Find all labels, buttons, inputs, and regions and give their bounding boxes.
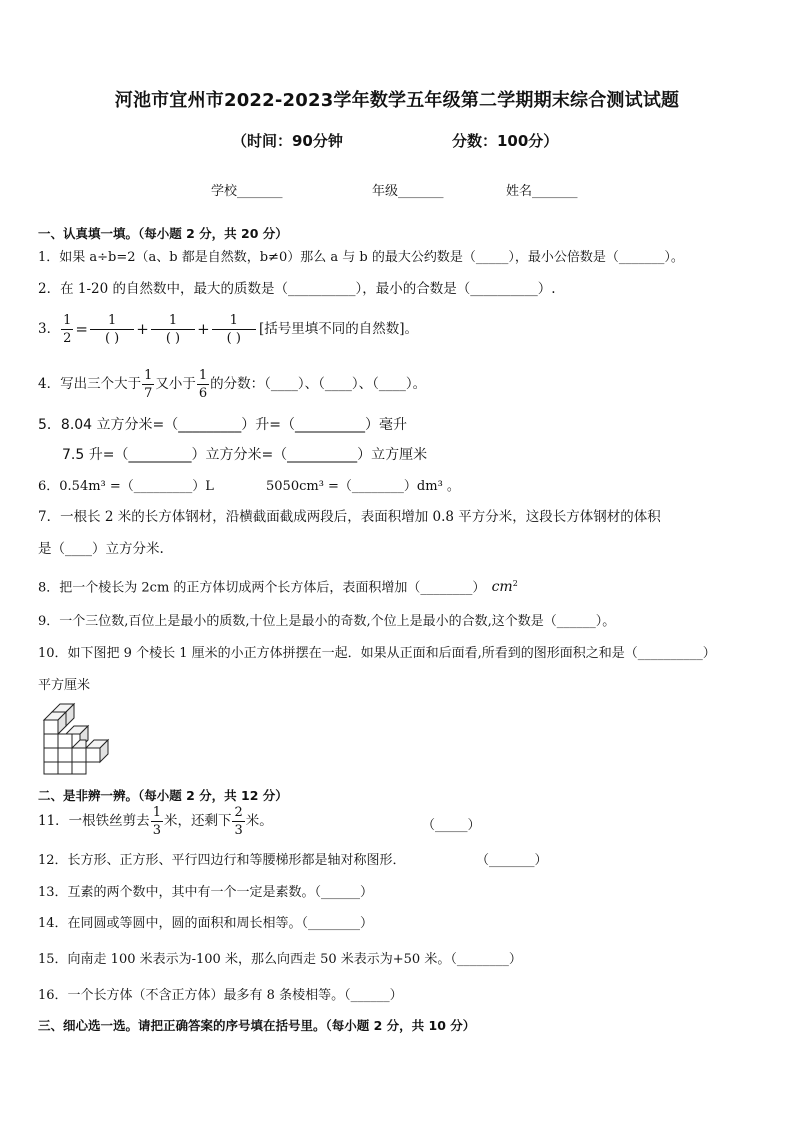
question-7-line-2: 是（____）立方分米.	[38, 541, 164, 557]
q11-fraction-1	[151, 806, 163, 837]
q4-fraction-1	[142, 369, 154, 400]
section-3-heading: 三、细心选一选。请把正确答案的序号填在括号里。（每小题 2 分，共 10 分）	[38, 1018, 476, 1033]
exam-time: （时间：90分钟	[232, 132, 343, 150]
exam-score: 分数：100分）	[452, 132, 559, 150]
q3-fraction-2	[151, 314, 195, 345]
name-field: 姓名_______	[506, 184, 578, 199]
q4-text-b: 又小于	[155, 375, 196, 392]
q3-f2-denominator: ( )	[165, 331, 181, 346]
school-field: 学校_______	[211, 184, 283, 199]
section-2-heading: 二、是非辨一辨。（每小题 2 分，共 12 分）	[38, 788, 288, 803]
q8-text: 8．把一个棱长为 2cm 的正方体切成两个长方体后，表面积增加（________）	[38, 580, 486, 596]
q3-f1-denominator: ( )	[104, 331, 120, 346]
q3-f1-numerator: 1	[90, 314, 134, 330]
question-8	[38, 580, 518, 594]
q3-prefix: 3．	[38, 320, 61, 337]
q3-lhs-numerator: 1	[63, 313, 72, 328]
q3-plus-1: +	[136, 320, 149, 338]
section-1-heading: 一、认真填一填。（每小题 2 分，共 20 分）	[38, 226, 288, 241]
q11-f2-numerator: 2	[234, 805, 243, 820]
q8-unit-exponent: 2	[512, 579, 518, 588]
q11-text-a: 11．一根铁丝剪去	[38, 812, 150, 829]
page-title: 河池市宜州市2022-2023学年数学五年级第二学期期末综合测试试题	[114, 90, 680, 111]
question-6-part-a: 6．0.54m³ =（_________）L	[38, 479, 214, 494]
question-3	[38, 314, 418, 345]
question-12: 12．长方形、正方形、平行四边行和等腰梯形都是轴对称图形．	[38, 853, 406, 868]
q3-plus-2: +	[197, 320, 210, 338]
q4-text-c: 的分数：（____）、（____）、（____）。	[210, 375, 427, 392]
q4-text-a: 4．写出三个大于	[38, 375, 142, 392]
q3-suffix: [括号里填不同的自然数]。	[258, 320, 418, 337]
question-14: 14．在同圆或等圆中，圆的面积和周长相等。（________）	[38, 916, 374, 931]
question-15: 15．向南走 100 米表示为-100 米，那么向西走 50 米表示为+50 米。（________）	[38, 952, 522, 967]
question-16: 16．一个长方体（不含正方体）最多有 8 条棱相等。（______）	[38, 988, 403, 1003]
q4-fraction-2	[197, 369, 209, 400]
q4-f1-numerator: 1	[144, 368, 153, 383]
grade-field: 年级_______	[372, 184, 444, 199]
question-9: 9．一个三位数,百位上是最小的质数,十位上是最小的奇数,个位上是最小的合数,这个数是（______）。	[38, 614, 616, 629]
question-7-line-1: 7．一根长 2 米的长方体钢材，沿横截面截成两段后，表面积增加 0.8 平方分米，这段长方体钢材的体积	[38, 509, 661, 525]
q4-f1-denominator: 7	[144, 386, 153, 401]
q11-f1-numerator: 1	[152, 805, 161, 820]
question-6-part-b: 5050cm³ =（________）dm³ 。	[266, 479, 460, 494]
q11-text-b: 米，还剩下	[163, 812, 232, 829]
q8-unit: cm	[491, 579, 513, 596]
q4-f2-denominator: 6	[198, 386, 208, 401]
question-10-line-1: 10．如下图把 9 个棱长 1 厘米的小正方体拼摆在一起．如果从正面和后面看,所看到的图形面积之和是（__________）	[38, 646, 716, 661]
q3-equals: =	[75, 320, 88, 338]
question-13: 13．互素的两个数中，其中有一个一定是素数。（______）	[38, 885, 374, 900]
question-5-line-1: 5．8.04 立方分米=（_________）升=（__________）毫升	[38, 417, 407, 433]
q11-answer-blank[interactable]: （_____）	[422, 818, 481, 833]
question-4	[38, 369, 426, 400]
q3-f3-numerator: 1	[212, 314, 256, 330]
q3-lhs-denominator: 2	[63, 331, 72, 346]
q4-f2-numerator: 1	[198, 368, 208, 383]
q11-fraction-2	[232, 806, 244, 837]
cube-stack-figure	[38, 700, 118, 776]
q3-fraction-1	[90, 314, 134, 345]
q11-f2-denominator: 3	[234, 823, 243, 838]
question-2: 2．在 1-20 的自然数中，最大的质数是（__________），最小的合数是（__________）.	[38, 281, 556, 297]
question-5-line-2: 7.5 升=（_________）立方分米=（__________）立方厘米	[62, 447, 428, 463]
question-1: 1．如果 a÷b=2（a、b 都是自然数，b≠0）那么 a 与 b 的最大公约数是（_____），最小公倍数是（_______）。	[38, 250, 684, 265]
q3-lhs-fraction	[61, 314, 73, 345]
q3-fraction-3	[212, 314, 256, 345]
q3-f3-denominator: ( )	[226, 331, 241, 346]
question-11	[38, 806, 273, 837]
q11-f1-denominator: 3	[152, 823, 161, 838]
q12-answer-blank[interactable]: （_______）	[476, 853, 548, 868]
q11-text-c: 米。	[245, 812, 273, 829]
q3-f2-numerator: 1	[151, 314, 195, 330]
question-10-line-2: 平方厘米	[38, 678, 91, 693]
